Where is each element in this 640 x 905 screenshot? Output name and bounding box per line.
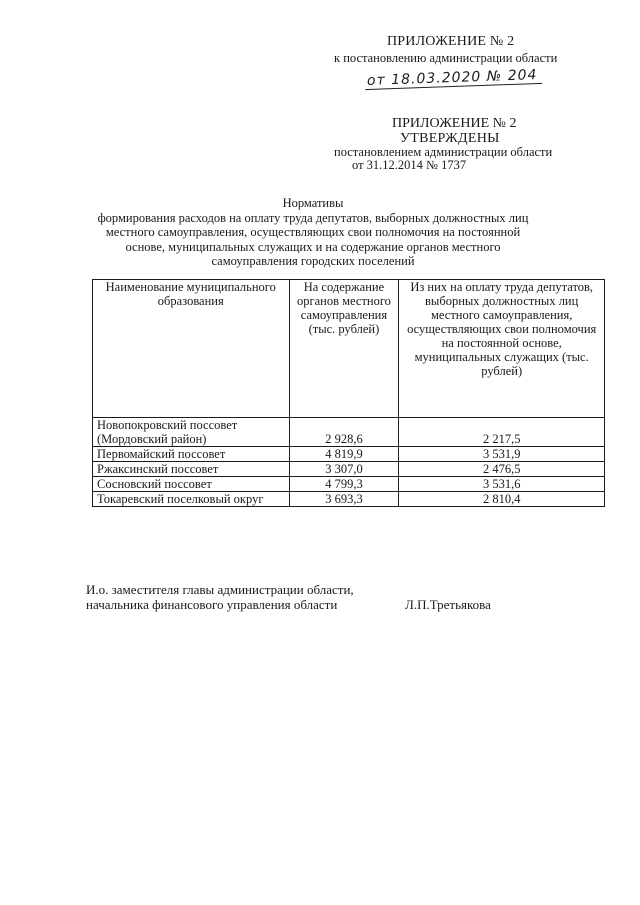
signatory-name: Л.П.Третьякова: [405, 597, 491, 612]
row-total: 3 693,3: [289, 492, 399, 507]
column-header-name: Наименование муниципального образования: [93, 280, 290, 418]
row-name: Ржаксинский поссовет: [93, 462, 290, 477]
row-salary: 3 531,9: [399, 447, 605, 462]
row-name: Сосновский поссовет: [93, 477, 290, 492]
appendix-1-title: ПРИЛОЖЕНИЕ № 2: [387, 34, 515, 49]
signatory-position-line1: И.о. заместителя главы администрации области,: [86, 582, 354, 597]
appendix-2-subtitle: постановлением администрации области: [334, 145, 553, 159]
approved-label: УТВЕРЖДЕНЫ: [400, 131, 500, 146]
row-total: 3 307,0: [289, 462, 399, 477]
row-name: Токаревский поселковый округ: [93, 492, 290, 507]
column-header-salary: Из них на оплату труда депутатов, выборных должностных лиц местного самоуправления, осуществляющих свои полномочия на постоянной основе, муниципальных служащих (тыс. рублей): [399, 280, 605, 418]
row-name: Новопокровский поссовет (Мордовский район): [93, 418, 290, 447]
table-row: [93, 462, 605, 477]
table-row: [93, 477, 605, 492]
row-salary: 3 531,6: [399, 477, 605, 492]
row-salary: 2 810,4: [399, 492, 605, 507]
row-total: 2 928,6: [289, 418, 399, 447]
table-row: [93, 447, 605, 462]
signatory-position-line2: начальника финансового управления области: [86, 597, 338, 612]
appendix-2-date: от 31.12.2014 № 1737: [352, 158, 467, 172]
document-heading: [86, 196, 540, 269]
row-salary: 2 476,5: [399, 462, 605, 477]
row-salary: 2 217,5: [399, 418, 605, 447]
table-header-row: [93, 280, 605, 418]
row-total: 4 819,9: [289, 447, 399, 462]
row-name: Первомайский поссовет: [93, 447, 290, 462]
column-header-total: На содержание органов местного самоуправления (тыс. рублей): [289, 280, 399, 418]
handwritten-date-number: от 18.03.2020 № 204: [365, 67, 542, 90]
norms-table: [92, 279, 605, 507]
heading-description: формирования расходов на оплату труда депутатов, выборных должностных лиц местного самоуправления, осуществляющих свои полномочия на постоянной основе, муниципальных служащих и на содержание органов местного самоуправления городских поселений: [97, 210, 529, 268]
appendix-1-subtitle: к постановлению администрации области: [334, 51, 558, 65]
appendix-2-title: ПРИЛОЖЕНИЕ № 2: [392, 116, 517, 131]
row-total: 4 799,3: [289, 477, 399, 492]
heading-title: Нормативы: [282, 196, 344, 210]
table-row: [93, 418, 605, 447]
table-row: [93, 492, 605, 507]
